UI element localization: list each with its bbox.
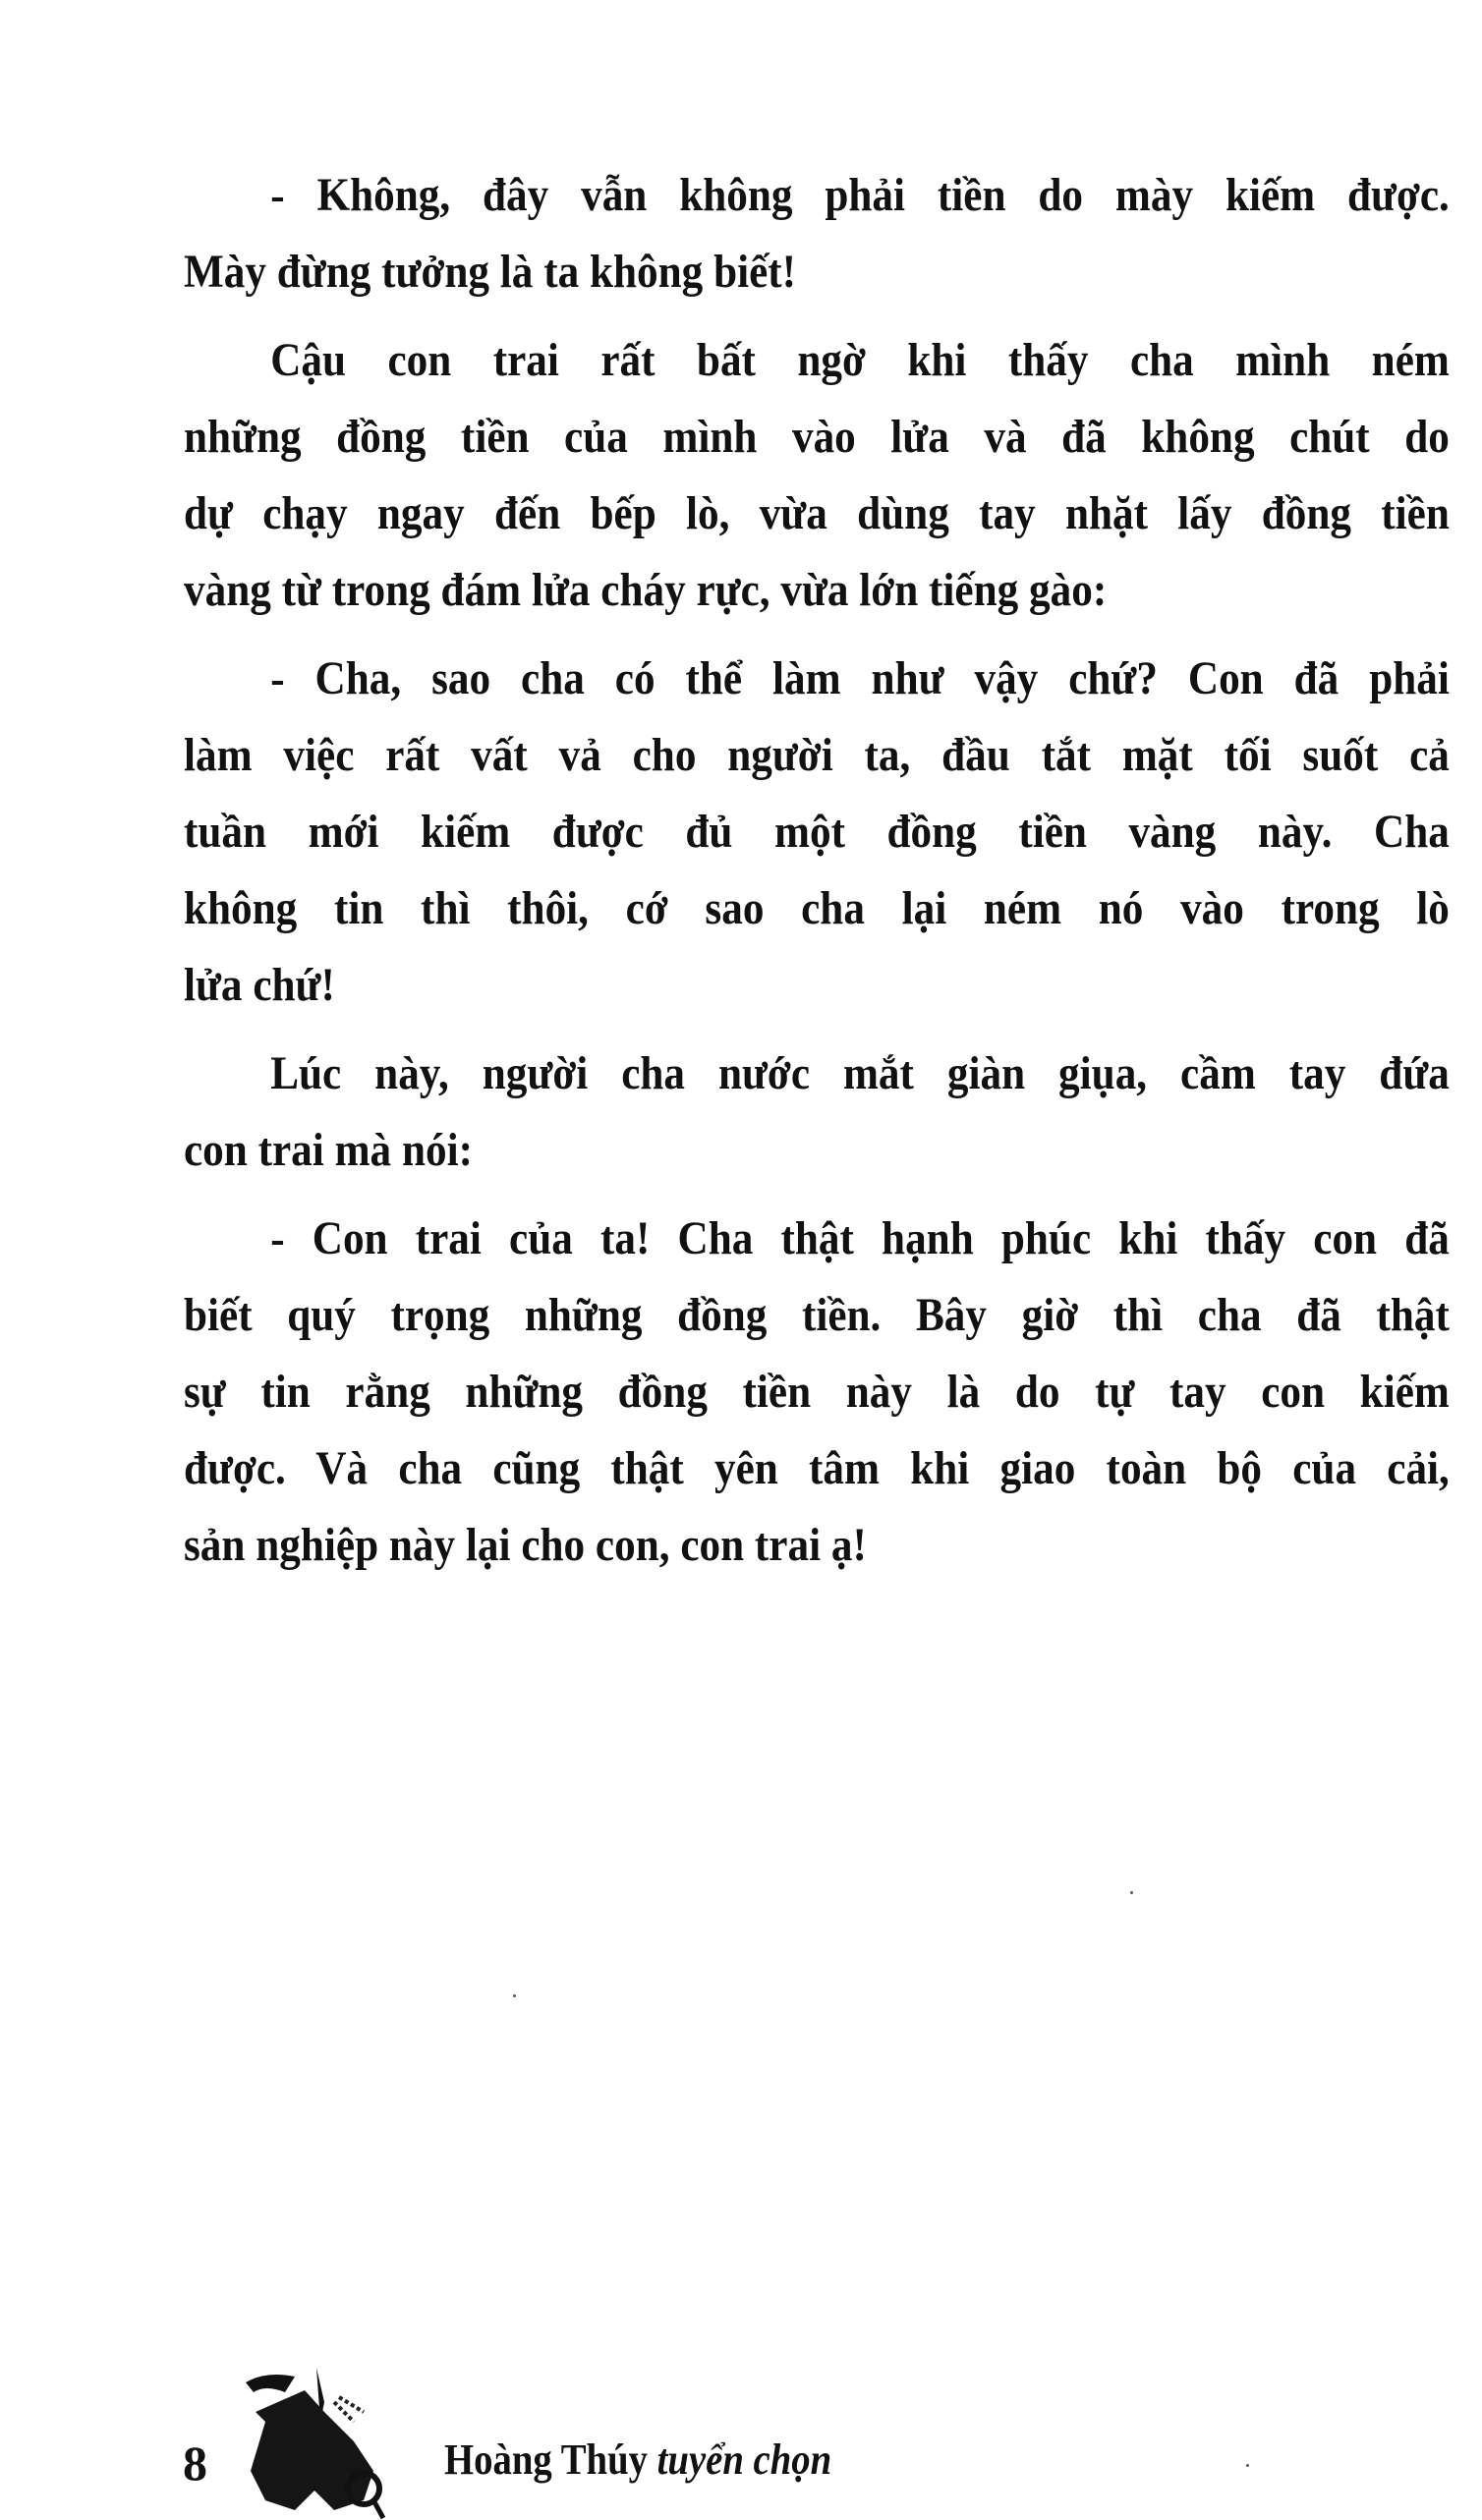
text-line: biết quý trọng những đồng tiền. Bây giờ thì cha đã thật bbox=[184, 1289, 1450, 1341]
text-line: sản nghiệp này lại cho con, con trai ạ! bbox=[184, 1519, 867, 1571]
author-name: Hoàng Thúy bbox=[444, 2436, 648, 2484]
credit-label: tuyển chọn bbox=[656, 2436, 832, 2484]
text-line: lửa chứ! bbox=[184, 959, 335, 1011]
text-line: Cậu con trai rất bất ngờ khi thấy cha mình ném bbox=[270, 334, 1450, 386]
text-line: dự chạy ngay đến bếp lò, vừa dùng tay nhặt lấy đồng tiền bbox=[184, 487, 1450, 539]
speck bbox=[1246, 2464, 1249, 2467]
text-line: vàng từ trong đám lửa cháy rực, vừa lớn tiếng gào: bbox=[184, 564, 1108, 616]
text-line: tuần mới kiếm được đủ một đồng tiền vàng này. Cha bbox=[184, 806, 1450, 858]
page-number: 8 bbox=[183, 2436, 207, 2491]
body-text bbox=[184, 157, 1450, 1596]
text-line: được. Và cha cũng thật yên tâm khi giao toàn bộ của cải, bbox=[184, 1442, 1450, 1494]
text-line: làm việc rất vất vả cho người ta, đầu tắt mặt tối suốt cả bbox=[184, 729, 1450, 781]
paragraph bbox=[184, 1201, 1450, 1584]
text-line: - Không, đây vẫn không phải tiền do mày kiếm được. bbox=[270, 169, 1450, 221]
paragraph bbox=[184, 322, 1450, 629]
speck bbox=[1130, 1891, 1133, 1894]
text-line: sự tin rằng những đồng tiền này là do tự tay con kiếm bbox=[184, 1366, 1450, 1418]
text-line: - Cha, sao cha có thể làm như vậy chứ? Con đã phải bbox=[270, 652, 1450, 704]
paragraph bbox=[184, 1036, 1450, 1189]
speck bbox=[513, 1994, 516, 1997]
text-line: Lúc này, người cha nước mắt giàn giụa, cầm tay đứa bbox=[270, 1047, 1450, 1099]
text-line: con trai mà nói: bbox=[184, 1124, 473, 1176]
decorative-figure-icon bbox=[226, 2363, 403, 2520]
text-line: không tin thì thôi, cớ sao cha lại ném nó vào trong lò bbox=[184, 882, 1450, 934]
text-line: Mày đừng tưởng là ta không biết! bbox=[184, 246, 797, 298]
footer-credit bbox=[444, 2435, 831, 2485]
paragraph bbox=[184, 641, 1450, 1024]
paragraph bbox=[184, 157, 1450, 310]
text-line: những đồng tiền của mình vào lửa và đã không chút do bbox=[184, 411, 1450, 463]
text-line: - Con trai của ta! Cha thật hạnh phúc khi thấy con đã bbox=[270, 1212, 1450, 1264]
